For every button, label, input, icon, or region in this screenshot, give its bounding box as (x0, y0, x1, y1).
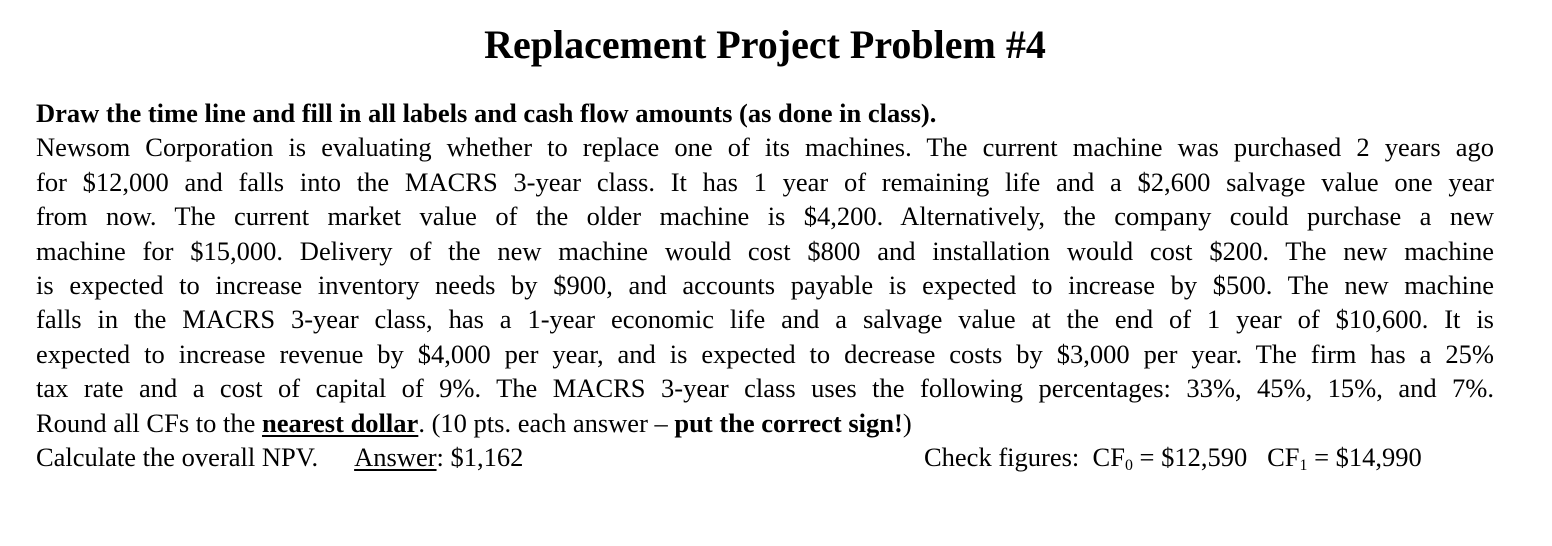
cf1-subscript: 1 (1299, 456, 1308, 474)
problem-line-6: falls in the MACRS 3-year class, has a 1-year economic life and a salvage value at the end of 1 year of $10,600. It is (36, 304, 1494, 335)
problem-line-4: machine for $15,000. Delivery of the new machine would cost $800 and installation would cost $200. The new machine (36, 235, 1494, 266)
rounding-prefix: Round all CFs to the (36, 407, 263, 438)
instruction-line: Draw the time line and fill in all labels and cash flow amounts (as done in class). (36, 98, 937, 128)
problem-line-1: Newsom Corporation is evaluating whether to replace one of its machines. The current machine was purchased 2 years ago (36, 132, 1494, 163)
problem-line-8: tax rate and a cost of capital of 9%. The MACRS 3-year class uses the following percentages: 33%, 45%, 15%, and 7%. (36, 373, 1494, 404)
answer-label: Answer (354, 441, 437, 472)
question-prompt: Calculate the overall NPV. (36, 441, 319, 472)
problem-line-3: from now. The current market value of the older machine is $4,200. Alternatively, the company could purchase a new (36, 201, 1494, 232)
sign-note: put the correct sign! (674, 407, 903, 438)
check-figures-label: Check figures: (924, 441, 1080, 472)
cf0-subscript: 0 (1124, 456, 1133, 474)
answer-colon: : (436, 441, 444, 472)
question-line (36, 440, 1494, 474)
rounding-close: ) (902, 407, 912, 438)
cf0-value: = $12,590 (1132, 441, 1248, 472)
cf1-value: = $14,990 (1307, 441, 1422, 472)
answer-value: $1,162 (450, 441, 524, 472)
rounding-line (36, 406, 1494, 440)
problem-line-7: expected to increase revenue by $4,000 per year, and is expected to decrease costs by $3,000 per year. The firm has a 25% (36, 338, 1494, 369)
cf1-label: CF (1267, 441, 1300, 472)
problem-line-5: is expected to increase inventory needs by $900, and accounts payable is expected to increase by $500. The new machine (36, 269, 1494, 300)
page-title: Replacement Project Problem #4 (484, 22, 1046, 67)
problem-line-2: for $12,000 and falls into the MACRS 3-year class. It has 1 year of remaining life and a $2,600 salvage value one year (36, 166, 1494, 197)
check-figures (924, 440, 1422, 474)
rounding-emphasis: nearest dollar (262, 407, 419, 438)
cf0-label: CF (1092, 441, 1125, 472)
problem-body (36, 96, 1494, 474)
rounding-suffix: . (10 pts. each answer – (418, 407, 675, 438)
